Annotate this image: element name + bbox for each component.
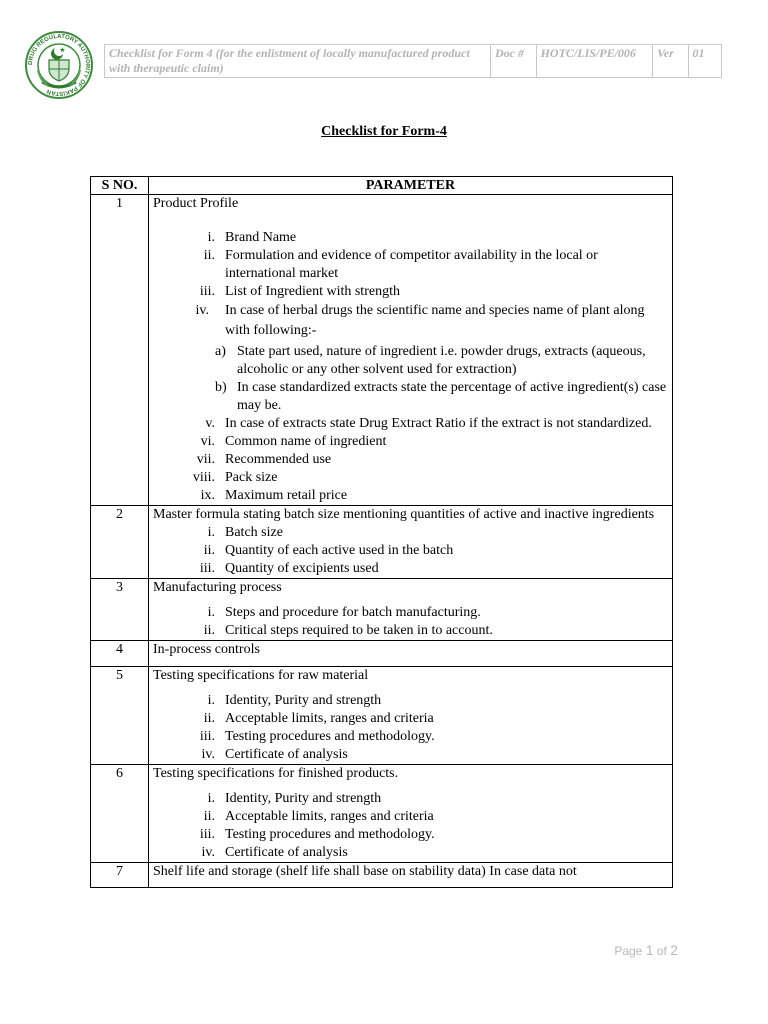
list-item: i. Brand Name — [207, 230, 297, 245]
list-item: viii. Pack size — [192, 470, 278, 485]
row-parameter — [149, 765, 673, 863]
sub-list-item: b) In case standardized extracts state the percentage of active ingredient(s) case may be. — [215, 380, 667, 413]
page-number — [614, 942, 678, 958]
row-heading: Shelf life and storage (shelf life shall base on stability data) In case data not — [153, 864, 577, 879]
list-item: i. Batch size — [207, 525, 283, 540]
page-title: Checklist for Form-4 — [321, 124, 447, 139]
row-parameter — [149, 506, 673, 579]
table-row — [91, 579, 673, 641]
list-item: ii. Acceptable limits, ranges and criteria — [203, 711, 434, 726]
row-parameter — [149, 579, 673, 641]
document-header — [104, 44, 722, 78]
row-number: 5 — [91, 667, 149, 765]
row-number: 7 — [91, 863, 149, 888]
doc-number: HOTC/LIS/PE/006 — [536, 45, 653, 78]
logo-ring-text: DRUG REGULATORY AUTHORITY OF PAKISTAN — [27, 33, 91, 97]
list-item: vii. Recommended use — [196, 452, 332, 467]
row-heading: Manufacturing process — [153, 580, 282, 595]
form-title-cell: Checklist for Form 4 (for the enlistment of locally manufactured product with therapeutic claim) — [105, 45, 491, 78]
row-parameter — [149, 641, 673, 667]
list-item: i. Identity, Purity and strength — [207, 791, 382, 806]
list-item: iv. Certificate of analysis — [201, 747, 348, 762]
row-number: 6 — [91, 765, 149, 863]
list-item: ix. Maximum retail price — [200, 488, 348, 503]
list-item: iii. Testing procedures and methodology. — [199, 827, 435, 842]
list-item: i. Identity, Purity and strength — [207, 693, 382, 708]
list-item: iii. Testing procedures and methodology. — [199, 729, 435, 744]
list-item: iii. List of Ingredient with strength — [199, 284, 400, 299]
list-item: ii. Formulation and evidence of competitor availability in the local or international market — [203, 248, 598, 281]
version-label: Ver — [653, 45, 688, 78]
of-word: of — [656, 944, 667, 958]
dra-logo — [24, 30, 94, 100]
row-heading: Product Profile — [153, 196, 239, 211]
list-item: i. Steps and procedure for batch manufacturing. — [207, 605, 481, 620]
table-row — [91, 195, 673, 506]
row-parameter — [149, 195, 673, 506]
list-item: iv. Certificate of analysis — [201, 845, 348, 860]
list-item: ii. Quantity of each active used in the batch — [203, 543, 454, 558]
page-total: 2 — [670, 942, 678, 958]
row-heading: Testing specifications for raw material — [153, 668, 369, 683]
col-header-parameter: PARAMETER — [149, 177, 673, 195]
row-parameter — [149, 667, 673, 765]
list-item: ii. Critical steps required to be taken in to account. — [203, 623, 493, 638]
row-number: 4 — [91, 641, 149, 667]
table-row — [91, 667, 673, 765]
col-header-sno: S NO. — [91, 177, 149, 195]
row-number: 1 — [91, 195, 149, 506]
row-heading: Master formula stating batch size mentioning quantities of active and inactive ingredients — [153, 507, 655, 522]
list-item: iii. Quantity of excipients used — [199, 561, 379, 576]
table-row — [91, 506, 673, 579]
list-item: ii. Acceptable limits, ranges and criteria — [203, 809, 434, 824]
row-heading: In-process controls — [153, 642, 260, 657]
table-row — [91, 863, 673, 888]
version-number: 01 — [688, 45, 721, 78]
doc-label: Doc # — [491, 45, 537, 78]
table-row — [91, 765, 673, 863]
row-number: 2 — [91, 506, 149, 579]
list-item: iv. In case of herbal drugs the scientific name and species name of plant along with following:- — [195, 303, 645, 338]
list-item: vi. Common name of ingredient — [200, 434, 387, 449]
page-current: 1 — [645, 942, 654, 958]
sub-list-item: a) State part used, nature of ingredient i.e. powder drugs, extracts (aqueous, alcoholic or any other solvent used for extraction) — [215, 344, 646, 377]
row-number: 3 — [91, 579, 149, 641]
page-word: Page — [614, 944, 643, 958]
row-heading: Testing specifications for finished products. — [153, 766, 399, 781]
row-parameter — [149, 863, 673, 888]
checklist-table — [90, 176, 673, 888]
table-row — [91, 641, 673, 667]
list-item: v. In case of extracts state Drug Extract Ratio if the extract is not standardized. — [205, 416, 652, 431]
